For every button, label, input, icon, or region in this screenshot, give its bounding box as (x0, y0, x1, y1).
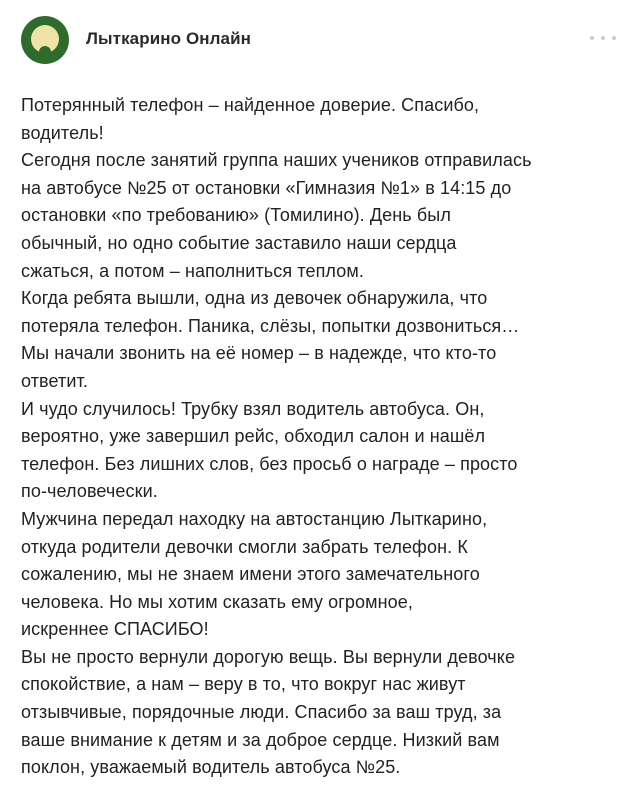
group-avatar[interactable] (21, 16, 69, 64)
group-logo-notch (39, 46, 51, 58)
more-dots-icon[interactable] (590, 30, 616, 46)
post-paragraph: Сегодня после занятий группа наших учеников отправилась на автобусе №25 от остановки «Гимназия №1» в 14:15 до остановки «по требованию» (Томилино). День был обычный, но одно событие заставило наши сердца сжаться, а потом – наполниться теплом. (21, 150, 532, 281)
dot (590, 36, 594, 40)
dot (612, 36, 616, 40)
post-body (21, 92, 627, 782)
group-name-link[interactable]: Лыткарино Онлайн (86, 29, 252, 48)
post-paragraph: И чудо случилось! Трубку взял водитель автобуса. Он, вероятно, уже завершил рейс, обходил салон и нашёл телефон. Без лишних слов, без просьб о награде – просто по-человечески. (21, 398, 518, 502)
post-paragraph: Потерянный телефон – найденное доверие. Спасибо, водитель! (21, 95, 480, 143)
post-paragraph: Вы не просто вернули дорогую вещь. Вы вернули девочке спокойствие, а нам – веру в то, что вокруг нас живут отзывчивые, порядочные люди. Спасибо за ваш труд, за ваше внимание к детям и за доброе сердце. Низкий вам поклон, уважаемый водитель автобуса №25. (21, 646, 516, 778)
dot (601, 36, 605, 40)
post-paragraph: Мужчина передал находку на автостанцию Лыткарино, откуда родители девочки смогли забрать телефон. К сожалению, мы не знаем имени этого замечательного человека. Но мы хотим сказать ему огромное, искреннее СПАСИБО! (21, 508, 488, 640)
post-paragraph: Когда ребята вышли, одна из девочек обнаружила, что потеряла телефон. Паника, слёзы, попытки дозвониться… Мы начали звонить на её номер – в надежде, что кто-то ответит. (21, 288, 520, 391)
post-header (0, 0, 640, 80)
